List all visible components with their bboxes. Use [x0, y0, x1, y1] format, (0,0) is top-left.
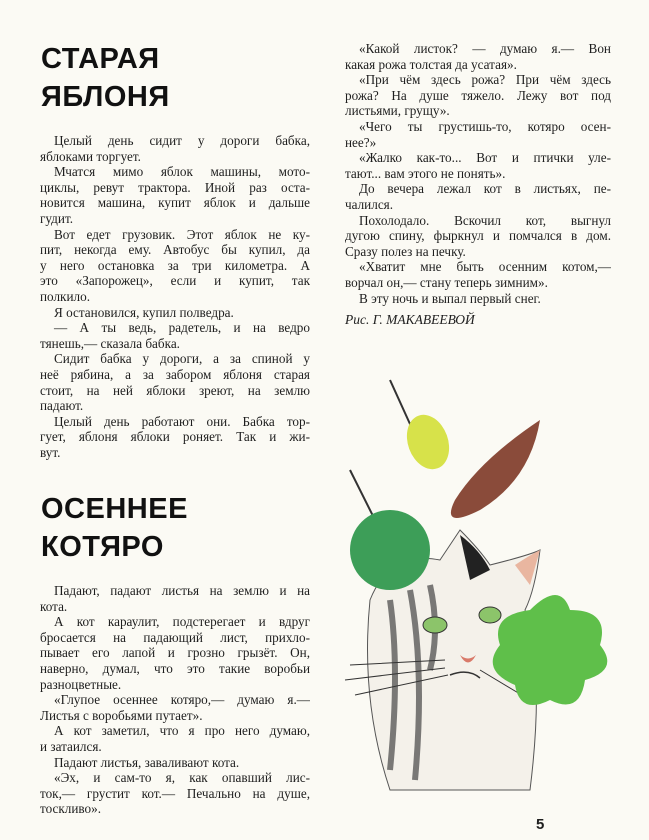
text-line: «Эх, и сам-то я, как опавший лис- — [54, 770, 310, 786]
paragraph — [40, 583, 310, 614]
text-line: какая рожа толстая да усатая». — [345, 56, 517, 72]
paragraph — [345, 291, 611, 307]
text-line: новится машина, купит яблок и дальше — [40, 195, 310, 211]
text-line: Я остановился, купил полведра. — [54, 304, 234, 320]
text-line: тают... вам этого не понять». — [345, 165, 506, 181]
paragraph — [40, 692, 310, 723]
text-line: полкило. — [40, 288, 90, 304]
text-line: наверно, думал, что это такие воробьи — [40, 660, 310, 676]
paragraph — [345, 259, 611, 290]
paragraph — [40, 164, 310, 226]
text-line: А кот караулит, подстерегает и вдруг — [54, 614, 310, 630]
paragraph — [345, 181, 611, 212]
text-line: ворчал он,— стану теперь зимним». — [345, 274, 548, 290]
text-line: неё рябина, а за забором яблоня старая — [40, 366, 310, 382]
text-line: Сидит бабка у дороги, а за спиной у — [54, 351, 310, 367]
text-line: «Глупое осеннее котяро,— думаю я.— — [54, 692, 310, 708]
title-line: КОТЯРО — [41, 531, 164, 563]
text-line: у него остановка за три километра. А — [40, 257, 310, 273]
paragraph — [345, 213, 611, 260]
text-line: тянешь,— сказала бабка. — [40, 335, 180, 351]
text-line: Целый день работают они. Бабка тор- — [54, 413, 310, 429]
paragraph — [40, 320, 310, 351]
text-line: ток,— грустит кот.— Печально на душе, — [40, 785, 310, 801]
text-line: дугою спину, фыркнул и помчался в дом. — [345, 228, 611, 244]
story1-title — [41, 40, 170, 116]
text-line: падают. — [40, 398, 84, 414]
text-line: это «Запорожец», если и купит, так — [40, 273, 310, 289]
text-line: Мчатся мимо яблок машины, мото- — [54, 164, 310, 180]
paragraph — [345, 41, 611, 72]
text-line: А кот заметил, что я про него думаю, — [54, 723, 310, 739]
paragraph — [345, 119, 611, 150]
text-line: бросается на падающий лист, прихло- — [40, 629, 310, 645]
text-line: В эту ночь и выпал первый снег. — [359, 290, 541, 306]
illustration-credit: Рис. Г. МАКАВЕЕВОЙ — [345, 312, 475, 327]
leaf-brown — [451, 420, 540, 518]
text-line: «Чего ты грустишь-то, котяро осен- — [359, 118, 611, 134]
text-line: гует, яблоня яблоки роняет. Так и жи- — [40, 429, 310, 445]
text-line: — А ты ведь, радетель, и на ведро — [54, 320, 310, 336]
story2-title — [41, 490, 188, 566]
story1-text — [40, 133, 310, 460]
text-line: Листья с воробьями путает». — [40, 707, 203, 723]
text-line: рожа? На душе тяжело. Лежу вот под — [345, 87, 611, 103]
text-line: «Хватит мне быть осенним котом,— — [359, 259, 611, 275]
title-line: ОСЕННЕЕ — [41, 493, 188, 525]
text-line: гудит. — [40, 210, 74, 226]
paragraph — [345, 150, 611, 181]
paragraph — [40, 351, 310, 413]
text-line: «При чём здесь рожа? При чём здесь — [359, 72, 611, 88]
text-line: листьями, грущу». — [345, 103, 450, 119]
paragraph — [345, 72, 611, 119]
text-line: нее?» — [345, 134, 377, 150]
paragraph — [40, 133, 310, 164]
text-line: вут. — [40, 444, 61, 460]
text-line: тоскливо». — [40, 801, 102, 817]
text-line: «Какой листок? — думаю я.— Вон — [359, 41, 611, 56]
text-line: чалился. — [345, 196, 394, 212]
paragraph — [40, 414, 310, 461]
paragraph — [40, 723, 310, 754]
paragraph — [40, 227, 310, 305]
paragraph — [40, 770, 310, 817]
paragraph — [40, 614, 310, 692]
text-line: циклы, ревут трактора. Иной раз оста- — [40, 179, 310, 195]
text-line: кота. — [40, 598, 68, 614]
title-line: СТАРАЯ — [41, 43, 160, 75]
cat-and-leaves-illustration — [330, 370, 630, 810]
paragraph — [40, 305, 310, 321]
text-line: Падают листья, заваливают кота. — [54, 754, 240, 770]
title-line: ЯБЛОНЯ — [41, 81, 170, 113]
text-line: разноцветные. — [40, 676, 122, 692]
text-line: пит, некогда ему. Автобус бы купил, да — [40, 242, 310, 258]
story2-text-right — [345, 41, 611, 306]
text-line: Сразу полез на печку. — [345, 243, 466, 259]
text-line: и затаился. — [40, 738, 102, 754]
text-line: Падают, падают листья на землю и на — [54, 583, 310, 598]
leaf-green-left — [350, 470, 430, 590]
page-number: 5 — [536, 816, 545, 833]
paragraph — [40, 755, 310, 771]
text-line: Целый день сидит у дороги бабка, — [54, 133, 310, 148]
text-line: Вот едет грузовик. Этот яблок не ку- — [54, 226, 310, 242]
text-line: яблоками торгует. — [40, 148, 141, 164]
text-line: пывает его лапой и грозно грызёт. Он, — [40, 645, 310, 661]
leaf-yellow — [390, 380, 456, 475]
text-line: стоит, на ней яблоки зреют, на землю — [40, 382, 310, 398]
text-line: «Жалко как-то... Вот и птички уле- — [359, 150, 611, 166]
story2-text-left — [40, 583, 310, 817]
text-line: Похолодало. Вскочил кот, выгнул — [359, 212, 611, 228]
text-line: До вечера лежал кот в листьях, пе- — [359, 181, 611, 197]
